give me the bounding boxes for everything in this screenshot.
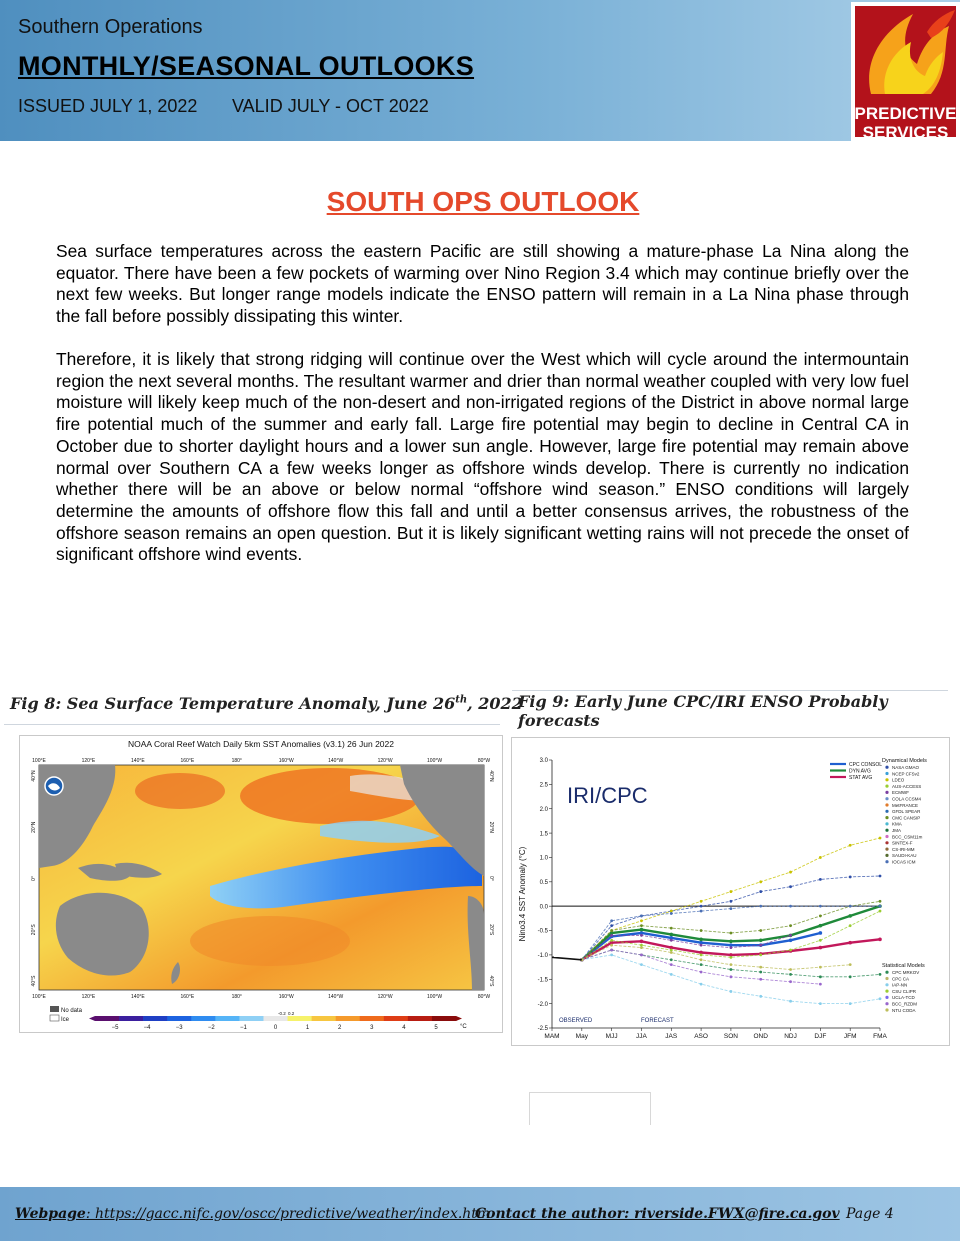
observed-label: OBSERVED bbox=[559, 1018, 593, 1024]
series-point bbox=[759, 978, 762, 981]
section-title: SOUTH OPS OUTLOOK bbox=[326, 186, 640, 217]
y-tick-label: -0.5 bbox=[537, 928, 548, 935]
lat-tick-label: 40°S bbox=[31, 975, 37, 987]
colorbar-small-label: 0.2 bbox=[288, 1011, 295, 1016]
series-point bbox=[789, 885, 792, 888]
series-point bbox=[849, 924, 852, 927]
legend-marker bbox=[885, 977, 888, 980]
legend-marker bbox=[885, 1002, 888, 1005]
lat-tick-label: 0° bbox=[31, 876, 37, 881]
body-paragraph: Sea surface temperatures across the eastern Pacific are still showing a mature-phase La Nina along the equator. There have been a few pockets of warming over Nino Region 3.4 which may continue briefly over the next few weeks. But longer range models indicate the ENSO pattern will remain in a La Nina phase through the fall before possibly dissipating this winter. bbox=[56, 241, 909, 327]
enso-forecast-figure bbox=[511, 737, 950, 1046]
y-tick-label: 1.0 bbox=[539, 855, 548, 862]
series-point bbox=[640, 934, 643, 937]
colorbar-swatch bbox=[288, 1016, 312, 1021]
contact-author-link[interactable]: Contact the author: riverside.FWX@fire.ca.gov bbox=[475, 1206, 840, 1222]
y-axis-label: Nino3.4 SST Anomaly (°C) bbox=[518, 846, 527, 942]
y-tick-label: -2.0 bbox=[537, 1001, 548, 1008]
lon-tick-label: 180° bbox=[231, 994, 242, 1000]
lon-tick-label: 120°E bbox=[81, 994, 96, 1000]
series-point bbox=[700, 983, 703, 986]
legend-marker bbox=[885, 810, 888, 813]
series-point bbox=[640, 919, 643, 922]
series-point bbox=[789, 980, 792, 983]
series-point bbox=[670, 973, 673, 976]
colorbar-tick-label: 2 bbox=[338, 1025, 342, 1031]
series-point bbox=[729, 939, 733, 943]
series-point bbox=[700, 929, 703, 932]
series-point bbox=[789, 1000, 792, 1003]
issued-date: ISSUED JULY 1, 2022 bbox=[18, 96, 198, 116]
series-point bbox=[759, 890, 762, 893]
legend-marker bbox=[885, 971, 888, 974]
x-tick-label: NDJ bbox=[784, 1033, 797, 1040]
lon-tick-label: 120°E bbox=[81, 758, 96, 764]
legend-label: MetFRANCE bbox=[892, 802, 919, 808]
lon-tick-label: 120°W bbox=[377, 758, 393, 764]
colorbar-swatch bbox=[263, 1016, 287, 1021]
iri-cpc-logo-text: IRI/CPC bbox=[567, 783, 648, 808]
colorbar-arrow-right bbox=[456, 1016, 462, 1021]
series-point bbox=[819, 905, 822, 908]
enso-plume-chart bbox=[512, 738, 949, 1045]
body-paragraph: Therefore, it is likely that strong ridging will continue over the West which will cycle around the intermountain region the next several months. The resultant warmer and drier than normal weather coupled with very low fuel moisture will likely keep much of the non-desert and non-irrigated regions of the District in above normal large fire potential much of the summer and early fall. Large fire potential may begin to decline in Central CA in October due to shorter daylight hours and a lower sun angle. However, large fire potential may remain above normal over Southern CA a few weeks longer as offshore winds develop. There is currently no indication whether there will be an above or below normal “offshore wind season.” ENSO conditions will largely determine the amounts of offshore flow this fall and until a better consensus arrives, the robustness of the offshore season remains an open question. But it is likely significant wetting rains will not precede the onset of significant offshore wind events. bbox=[56, 349, 909, 565]
series-point bbox=[700, 963, 703, 966]
series-point bbox=[700, 910, 703, 913]
lon-tick-label: 80°W bbox=[477, 758, 491, 764]
series-point bbox=[730, 890, 733, 893]
series-point bbox=[640, 924, 643, 927]
series-point bbox=[670, 951, 673, 954]
x-tick-label: OND bbox=[753, 1033, 768, 1040]
lon-tick-label: 140°W bbox=[328, 758, 344, 764]
legend-marker bbox=[885, 829, 888, 832]
logo-text-line2: SERVICES bbox=[862, 123, 949, 142]
colorbar-swatch bbox=[95, 1016, 119, 1021]
legend-marker bbox=[885, 854, 888, 857]
legend-marker bbox=[885, 996, 888, 999]
legend-marker bbox=[885, 822, 888, 825]
series-point bbox=[700, 900, 703, 903]
series-point bbox=[819, 878, 822, 881]
divider bbox=[4, 724, 500, 725]
page-title: MONTHLY/SEASONAL OUTLOOKS bbox=[18, 51, 475, 81]
series-point bbox=[640, 928, 644, 932]
series-point bbox=[879, 837, 882, 840]
y-tick-label: -1.5 bbox=[537, 977, 548, 984]
y-tick-label: -1.0 bbox=[537, 953, 548, 960]
y-tick-label: 3.0 bbox=[539, 758, 548, 765]
legend-label: NCEP CFSv2 bbox=[892, 771, 920, 777]
legend-label: BCC_CSM11m bbox=[892, 834, 923, 840]
lon-tick-label: 160°W bbox=[278, 758, 294, 764]
legend-marker bbox=[885, 990, 888, 993]
series-point bbox=[819, 975, 822, 978]
series-point bbox=[610, 944, 613, 947]
series-point bbox=[849, 963, 852, 966]
logo-text-line1: PREDICTIVE bbox=[854, 104, 957, 123]
colorbar-tick-label: 1 bbox=[305, 1025, 310, 1031]
lat-tick-label: 0° bbox=[488, 876, 494, 881]
series-point bbox=[610, 919, 613, 922]
series-point bbox=[759, 938, 763, 942]
series-point bbox=[819, 924, 823, 928]
series-point bbox=[730, 956, 733, 959]
lon-tick-label: 120°W bbox=[377, 994, 393, 1000]
colorbar-tick-label: −1 bbox=[239, 1025, 247, 1031]
legend-marker bbox=[885, 1008, 888, 1011]
y-tick-label: -2.5 bbox=[537, 1026, 548, 1033]
org-name: Southern Operations bbox=[18, 16, 203, 38]
legend-label: AUS-ACCESS bbox=[892, 783, 922, 789]
legend-marker bbox=[885, 841, 888, 844]
x-tick-label: FMA bbox=[873, 1033, 887, 1040]
valid-range: VALID JULY - OCT 2022 bbox=[232, 96, 429, 116]
series-point bbox=[640, 939, 644, 943]
x-tick-label: MJJ bbox=[605, 1033, 618, 1040]
longitude-ticks-top bbox=[32, 758, 490, 764]
legend-label: NASA GMAO bbox=[892, 765, 920, 770]
legend-label: LDEO bbox=[892, 777, 905, 783]
fig9-caption: Fig 9: Early June CPC/IRI ENSO Probably forecasts bbox=[518, 692, 888, 730]
empty-frame bbox=[529, 1092, 651, 1125]
y-tick-label: 2.0 bbox=[539, 806, 548, 813]
lon-tick-label: 100°E bbox=[32, 758, 46, 764]
sst-anomaly-figure bbox=[19, 735, 503, 1033]
legend-label: SAUDI-KAU bbox=[892, 853, 917, 859]
lat-tick-label: 20°S bbox=[488, 924, 494, 936]
lat-tick-label: 20°N bbox=[31, 821, 37, 833]
series-point bbox=[789, 938, 793, 942]
lon-tick-label: 140°E bbox=[131, 758, 145, 764]
legend-label: CS-IRI-MM bbox=[892, 846, 915, 852]
colorbar-tick-label: −4 bbox=[143, 1025, 151, 1031]
series-point bbox=[700, 958, 703, 961]
series-point bbox=[849, 1002, 852, 1005]
series-point bbox=[670, 963, 673, 966]
x-tick-label: JFM bbox=[843, 1033, 857, 1040]
y-tick-label: 0.5 bbox=[539, 880, 548, 887]
colorbar-unit: °C bbox=[460, 1024, 467, 1030]
predictive-services-logo bbox=[851, 2, 960, 141]
lon-tick-label: 140°W bbox=[328, 994, 344, 1000]
y-tick-label: 2.5 bbox=[539, 782, 548, 789]
lon-tick-label: 100°E bbox=[32, 994, 46, 1000]
colorbar-swatch bbox=[384, 1016, 408, 1021]
series-point bbox=[700, 905, 703, 908]
series-point bbox=[610, 934, 613, 937]
x-tick-label: SON bbox=[723, 1033, 738, 1040]
series-point bbox=[789, 949, 792, 952]
header-banner bbox=[0, 0, 960, 141]
series-point bbox=[670, 912, 673, 915]
series-point bbox=[848, 914, 852, 918]
colorbar bbox=[89, 1016, 462, 1031]
legend-label: ECMWF bbox=[892, 790, 909, 796]
latitude-ticks-left bbox=[31, 770, 37, 986]
series-point bbox=[789, 934, 792, 937]
legend-marker bbox=[885, 766, 888, 769]
legend-marker bbox=[885, 772, 888, 775]
series-point bbox=[730, 990, 733, 993]
series-point bbox=[819, 983, 822, 986]
series-point bbox=[879, 997, 882, 1000]
colorbar-small-label: -0.2 bbox=[278, 1011, 286, 1016]
legend-label: CMC CANSIP bbox=[892, 815, 921, 821]
series-point bbox=[878, 938, 882, 942]
series-point bbox=[670, 910, 673, 913]
series-point bbox=[819, 946, 823, 950]
legend-label: JMA bbox=[892, 828, 901, 833]
series-point bbox=[879, 905, 882, 908]
series-point bbox=[610, 939, 613, 942]
series-point bbox=[819, 856, 822, 859]
series-point bbox=[640, 946, 643, 949]
colorbar-swatch bbox=[360, 1016, 384, 1021]
latitude-ticks-right bbox=[488, 770, 494, 987]
legend-marker bbox=[885, 816, 888, 819]
legend-marker bbox=[885, 803, 888, 806]
longitude-ticks-bottom bbox=[32, 994, 490, 1000]
series-point bbox=[610, 954, 613, 957]
series-point bbox=[759, 944, 762, 947]
series-point bbox=[849, 876, 852, 879]
colorbar-swatch bbox=[432, 1016, 456, 1021]
series-point bbox=[879, 910, 882, 913]
series-point bbox=[700, 954, 703, 957]
series-point bbox=[849, 905, 852, 908]
x-tick-label: DJF bbox=[814, 1033, 827, 1040]
legend-label: BCC_RZDM bbox=[892, 1001, 918, 1007]
ice-swatch bbox=[50, 1015, 59, 1021]
legend-label: IOCAS ICM bbox=[892, 859, 916, 865]
map-title: NOAA Coral Reef Watch Daily 5km SST Anomalies (v3.1) 26 Jun 2022 bbox=[128, 739, 394, 749]
ice-label: Ice bbox=[61, 1017, 70, 1023]
series-point bbox=[670, 958, 673, 961]
fig8-caption-text: Fig 8: Sea Surface Temperature Anomaly, June 26 bbox=[10, 694, 456, 713]
colorbar-swatch bbox=[119, 1016, 143, 1021]
series-point bbox=[700, 971, 703, 974]
y-ticks bbox=[538, 758, 552, 1032]
legend-label: DYN AVG bbox=[849, 768, 871, 775]
series-point bbox=[610, 949, 613, 952]
series-point bbox=[730, 946, 733, 949]
series-point bbox=[610, 924, 613, 927]
series-point bbox=[819, 931, 823, 935]
legend-marker bbox=[885, 797, 888, 800]
lon-tick-label: 180° bbox=[231, 758, 242, 764]
series-point bbox=[670, 927, 673, 930]
legend-marker bbox=[885, 785, 888, 788]
fig8-caption-end: , 2022 bbox=[467, 694, 523, 713]
lat-tick-label: 40°N bbox=[31, 770, 37, 782]
colorbar-swatch bbox=[312, 1016, 336, 1021]
webpage-link[interactable] bbox=[15, 1206, 490, 1222]
webpage-label: Webpage bbox=[15, 1206, 86, 1222]
series-point bbox=[759, 905, 762, 908]
fig8-caption bbox=[10, 694, 523, 713]
lon-tick-label: 100°W bbox=[427, 994, 443, 1000]
series-point bbox=[789, 871, 792, 874]
series-point bbox=[879, 900, 882, 903]
series-point bbox=[730, 963, 733, 966]
x-tick-label: May bbox=[575, 1033, 588, 1040]
legend-title: Dynamical Models bbox=[882, 758, 927, 764]
series-point bbox=[819, 966, 822, 969]
series-point bbox=[848, 941, 852, 945]
series-point bbox=[730, 900, 733, 903]
lon-tick-label: 160°W bbox=[278, 994, 294, 1000]
series-point bbox=[700, 944, 703, 947]
lat-tick-label: 20°S bbox=[31, 924, 37, 936]
series-point bbox=[730, 907, 733, 910]
series-point bbox=[670, 939, 673, 942]
colorbar-swatch bbox=[239, 1016, 263, 1021]
no-data-label: No data bbox=[61, 1008, 83, 1014]
series-line-10 bbox=[582, 955, 880, 1004]
series-point bbox=[640, 954, 643, 957]
lat-tick-label: 40°S bbox=[488, 975, 494, 987]
sst-anomaly-map bbox=[20, 736, 502, 1032]
colorbar-tick-label: −5 bbox=[111, 1025, 119, 1031]
legend-label: CPC CONSOL bbox=[849, 762, 883, 768]
no-data-swatch bbox=[50, 1006, 59, 1012]
series-point bbox=[759, 954, 762, 957]
x-tick-label: ASO bbox=[694, 1033, 708, 1040]
series-point bbox=[849, 844, 852, 847]
x-tick-label: MAM bbox=[544, 1033, 560, 1040]
colorbar-tick-label: −2 bbox=[207, 1025, 215, 1031]
legend-marker bbox=[885, 778, 888, 781]
legend-label: COLA CCSM4 bbox=[892, 796, 922, 802]
legend-label: UCLA-TCD bbox=[892, 995, 915, 1001]
series-point bbox=[759, 880, 762, 883]
series-point bbox=[789, 924, 792, 927]
series-point bbox=[879, 875, 882, 878]
colorbar-swatch bbox=[167, 1016, 191, 1021]
legend-marker bbox=[885, 860, 888, 863]
lat-tick-label: 40°N bbox=[488, 770, 494, 782]
series-point bbox=[610, 929, 613, 932]
series-point bbox=[730, 968, 733, 971]
series-point bbox=[819, 915, 822, 918]
page-number: Page 4 bbox=[846, 1206, 894, 1222]
series-point bbox=[730, 932, 733, 935]
series-point bbox=[699, 938, 703, 942]
lon-tick-label: 160°E bbox=[180, 758, 195, 764]
lat-tick-label: 20°N bbox=[488, 821, 494, 833]
legend-marker bbox=[885, 791, 888, 794]
lon-tick-label: 140°E bbox=[131, 994, 145, 1000]
colorbar-swatch bbox=[143, 1016, 167, 1021]
x-ticks bbox=[544, 1028, 887, 1040]
x-tick-label: JJA bbox=[636, 1033, 647, 1040]
colorbar-tick-label: 5 bbox=[434, 1025, 438, 1031]
webpage-url[interactable]: : https://gacc.nifc.gov/oscc/predictive/weather/index.htm bbox=[85, 1206, 491, 1222]
series-point bbox=[669, 933, 673, 937]
warm-anomaly-region bbox=[135, 773, 225, 809]
series-point bbox=[640, 963, 643, 966]
colorbar-swatch bbox=[408, 1016, 432, 1021]
colorbar-tick-label: −3 bbox=[175, 1025, 183, 1031]
legend-marker bbox=[885, 983, 888, 986]
forecast-series bbox=[580, 837, 882, 1005]
fig8-caption-sup: th bbox=[455, 694, 468, 706]
forecast-label: FORECAST bbox=[641, 1018, 674, 1024]
colorbar-tick-label: 3 bbox=[370, 1025, 374, 1031]
legend-label: NTU CODA bbox=[892, 1007, 916, 1013]
legend-label: CPC CA bbox=[892, 976, 910, 982]
series-point bbox=[640, 944, 643, 947]
series-point bbox=[789, 905, 792, 908]
series-point bbox=[819, 1002, 822, 1005]
series-point bbox=[730, 975, 733, 978]
series-point bbox=[759, 971, 762, 974]
model-legend bbox=[830, 758, 927, 1013]
series-point bbox=[849, 975, 852, 978]
lon-tick-label: 100°W bbox=[427, 758, 443, 764]
legend-label: IAP-NN bbox=[892, 982, 908, 988]
series-point bbox=[759, 995, 762, 998]
observed-line bbox=[552, 957, 582, 960]
colorbar-swatch bbox=[191, 1016, 215, 1021]
series-point bbox=[759, 966, 762, 969]
series-point bbox=[759, 929, 762, 932]
x-tick-label: JAS bbox=[665, 1033, 678, 1040]
legend-label: KMA bbox=[892, 821, 902, 827]
series-point bbox=[879, 973, 882, 976]
colorbar-swatch bbox=[336, 1016, 360, 1021]
legend-title: Statistical Models bbox=[882, 963, 925, 969]
series-point bbox=[819, 939, 822, 942]
colorbar-arrow-left bbox=[89, 1016, 95, 1021]
y-tick-label: 1.5 bbox=[539, 831, 548, 838]
legend-label: GFDL SPEAR bbox=[892, 809, 921, 815]
series-point bbox=[640, 915, 643, 918]
legend-label: CSU CLIPR bbox=[892, 988, 917, 994]
legend-label: SINTEX-F bbox=[892, 840, 913, 846]
legend-marker bbox=[885, 835, 888, 838]
series-point bbox=[789, 968, 792, 971]
lon-tick-label: 80°W bbox=[477, 994, 491, 1000]
legend-label: STAT AVG bbox=[849, 775, 873, 781]
colorbar-swatch bbox=[215, 1016, 239, 1021]
series-point bbox=[789, 973, 792, 976]
legend-label: CPC MRKOV bbox=[892, 970, 920, 975]
y-tick-label: 0.0 bbox=[539, 904, 548, 911]
series-point bbox=[670, 949, 673, 952]
colorbar-tick-label: 0 bbox=[273, 1025, 278, 1031]
colorbar-tick-label: 4 bbox=[402, 1025, 406, 1031]
legend-marker bbox=[885, 848, 888, 851]
divider bbox=[512, 690, 948, 691]
warm-anomaly-region bbox=[190, 916, 350, 966]
lon-tick-label: 160°E bbox=[180, 994, 195, 1000]
